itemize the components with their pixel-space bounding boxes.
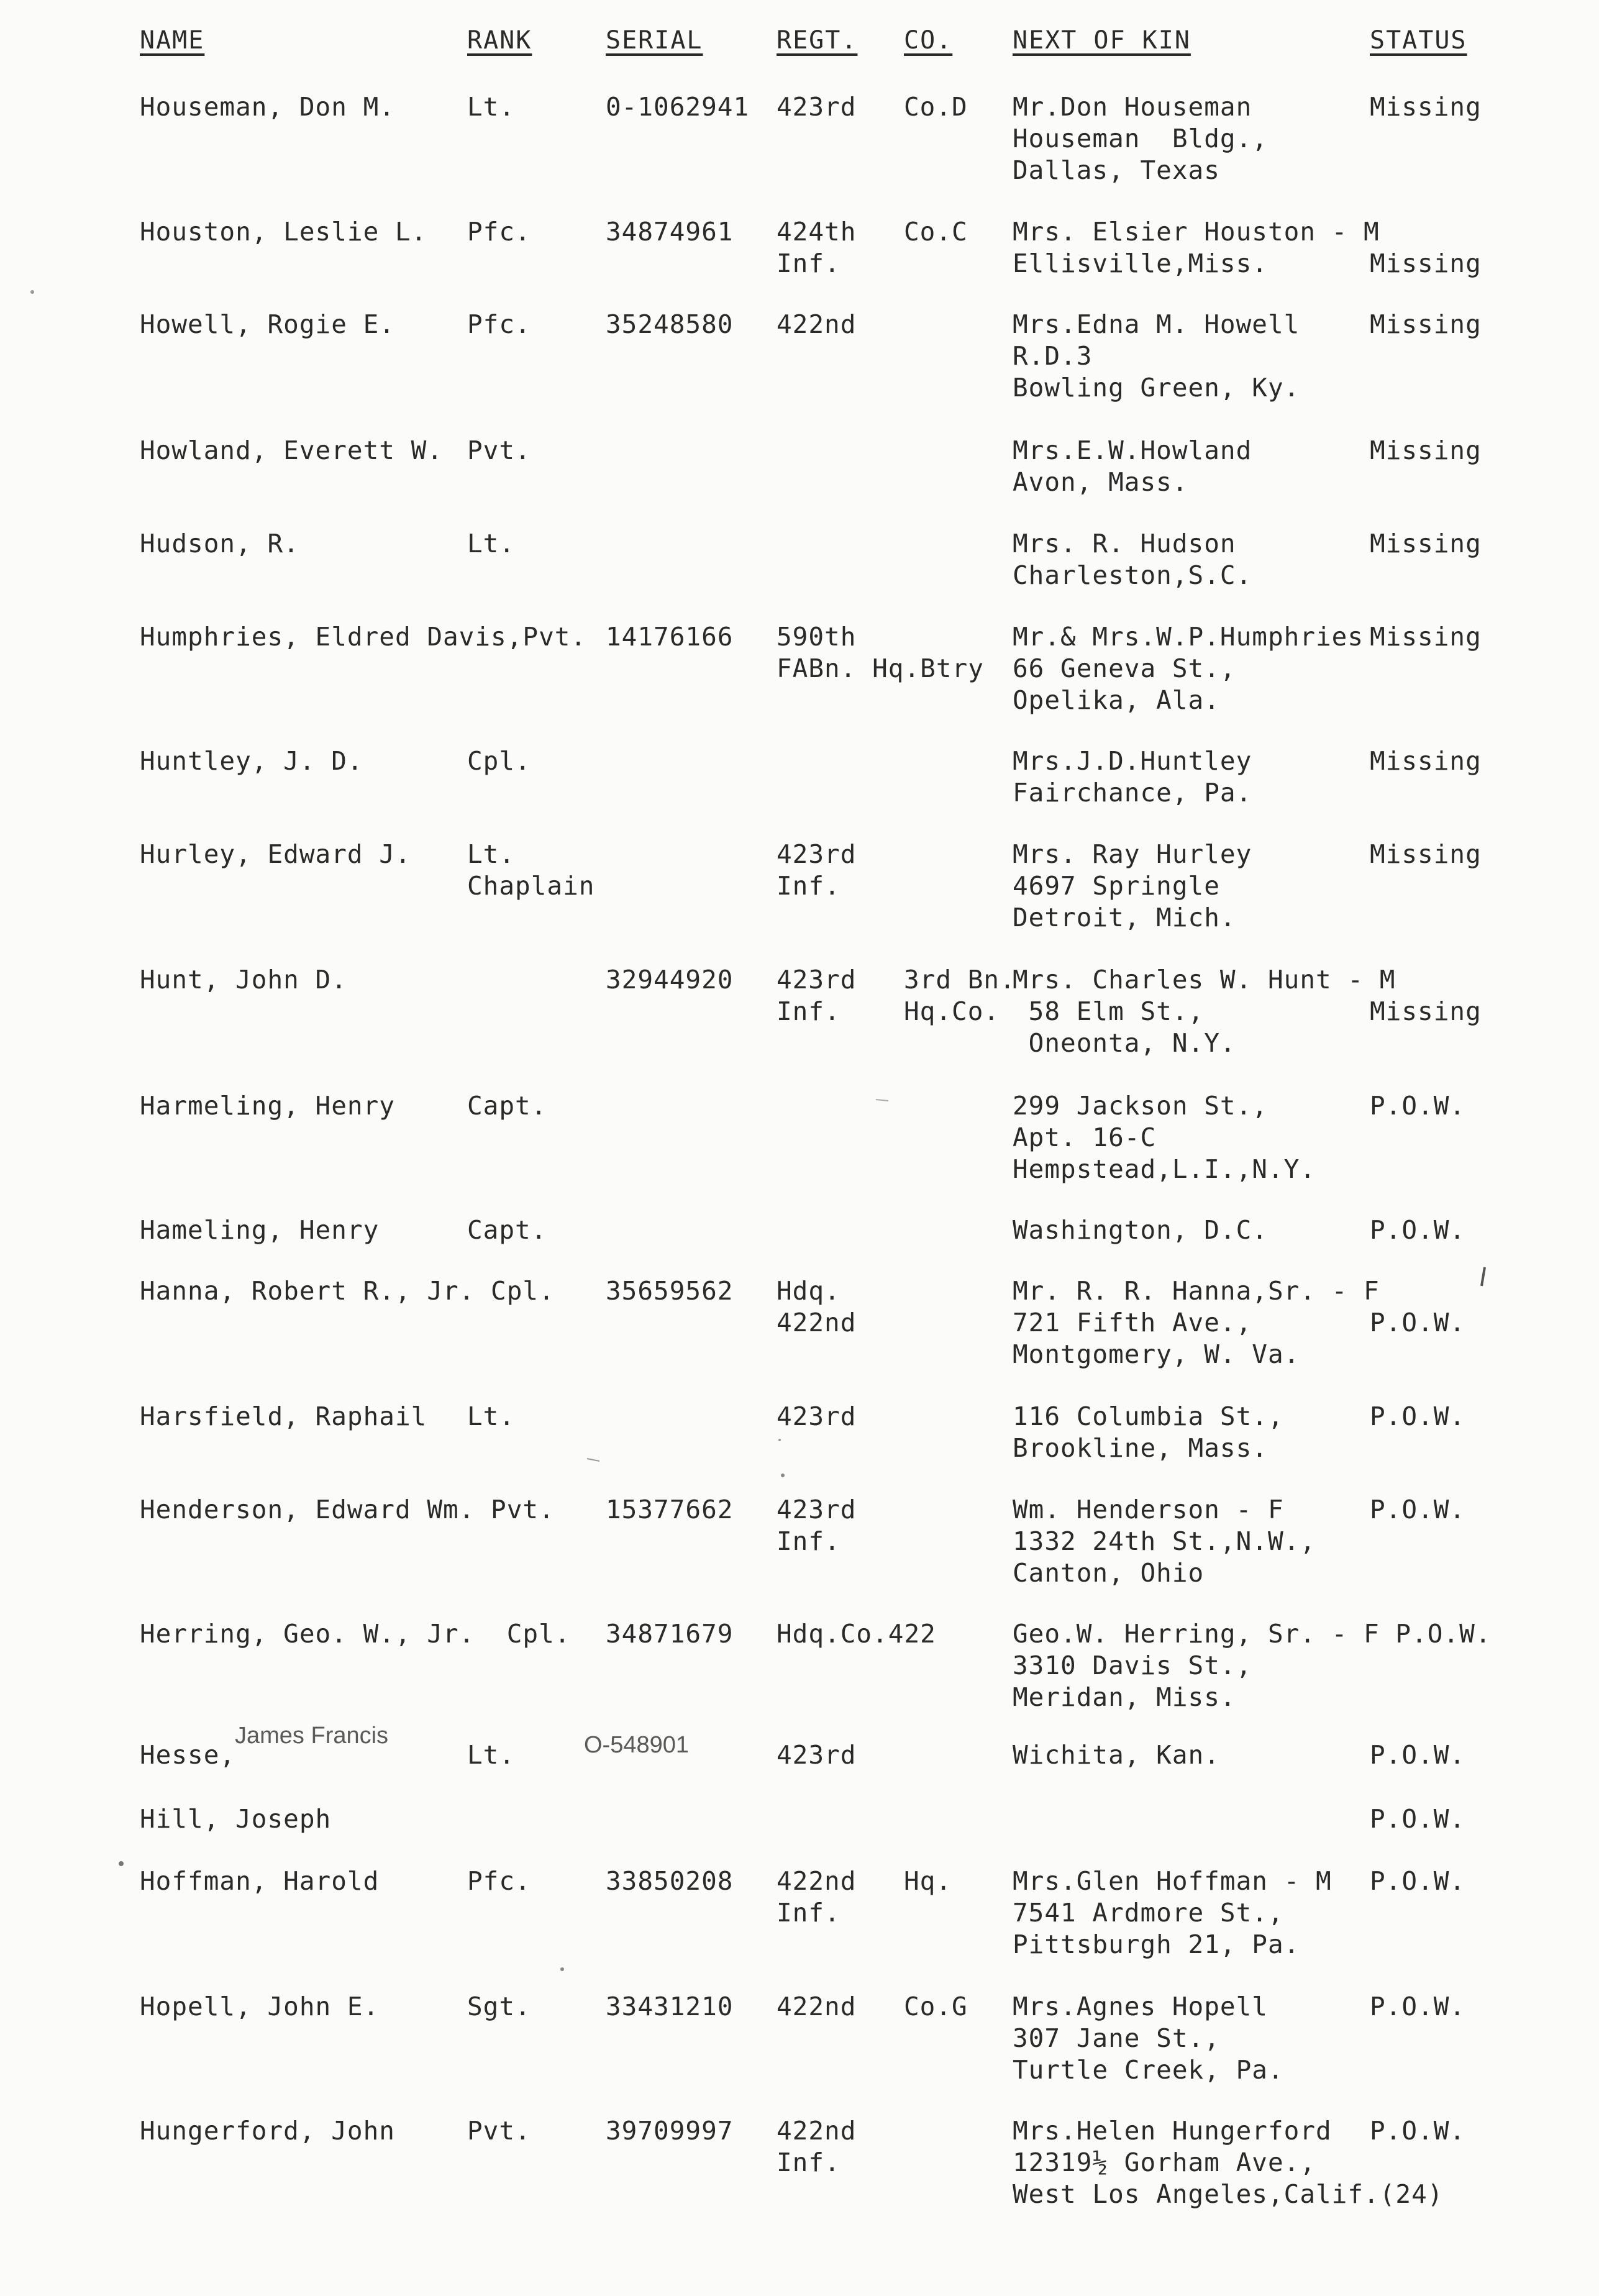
record-regt: 422nd (777, 309, 857, 339)
record-status: Missing (1370, 622, 1482, 652)
record-regt: Hdq. 422nd (777, 1276, 857, 1337)
record-co: Hq. (904, 1866, 952, 1896)
record-next-of-kin: Mrs.Agnes Hopell 307 Jane St., Turtle Creek, Pa. (1013, 1992, 1284, 2085)
record-next-of-kin: Mrs.Edna M. Howell R.D.3 Bowling Green, Ky. (1013, 309, 1300, 403)
record-status: Missing (1370, 996, 1482, 1026)
record-serial: 32944920 (606, 965, 734, 995)
header-regt: REGT. (777, 26, 858, 55)
record-name: Hoffman, Harold (140, 1866, 380, 1896)
record-serial: 33850208 (606, 1866, 734, 1896)
record-regt: 422nd Inf. (777, 1866, 857, 1928)
record-rank: Capt. (467, 1091, 547, 1121)
record-status: P.O.W. (1370, 1401, 1466, 1431)
record-status: Missing (1370, 435, 1482, 465)
header-status: STATUS (1370, 26, 1467, 55)
record-serial: 15377662 (606, 1495, 734, 1524)
record-serial: 14176166 (606, 622, 734, 652)
header-name: NAME (140, 26, 205, 55)
record-status: P.O.W. (1370, 1740, 1466, 1770)
record-regt: Hdq.Co.422 (777, 1619, 936, 1649)
record-row (0, 2115, 1599, 2264)
handwritten-given-names: James Francis (235, 1723, 389, 1749)
record-status: Missing (1370, 248, 1482, 278)
record-next-of-kin: Geo.W. Herring, Sr. - F P.O.W. 3310 Davis St., Meridan, Miss. (1013, 1619, 1492, 1712)
record-regt: 422nd Inf. (777, 2116, 857, 2177)
record-rank: Sgt. (467, 1992, 531, 2021)
record-name: Hopell, John E. (140, 1992, 380, 2021)
record-name: Hameling, Henry (140, 1215, 380, 1245)
record-next-of-kin: Mrs.E.W.Howland Avon, Mass. (1013, 435, 1252, 497)
header-rank: RANK (467, 26, 532, 55)
record-name: Houseman, Don M. (140, 92, 395, 122)
header-serial: SERIAL (606, 26, 703, 55)
record-name: Hill, Joseph (140, 1804, 332, 1834)
record-name: Hunt, John D. (140, 965, 347, 995)
record-rank: Pvt. (467, 435, 531, 465)
record-next-of-kin: Mr. R. R. Hanna,Sr. - F 721 Fifth Ave., Montgomery, W. Va. (1013, 1276, 1380, 1369)
record-next-of-kin: Mrs. R. Hudson Charleston,S.C. (1013, 529, 1252, 590)
record-name: Hesse, (140, 1740, 236, 1770)
record-co: Co.D (904, 92, 968, 122)
record-name: Huntley, J. D. (140, 746, 363, 776)
record-next-of-kin: Mrs. Elsier Houston - M Ellisville,Miss. (1013, 217, 1380, 278)
record-name: Harmeling, Henry (140, 1091, 395, 1121)
record-next-of-kin: Mrs.Glen Hoffman - M 7541 Ardmore St., Pittsburgh 21, Pa. (1013, 1866, 1332, 1959)
record-serial: 35248580 (606, 309, 734, 339)
record-next-of-kin: Mrs.J.D.Huntley Fairchance, Pa. (1013, 746, 1252, 808)
record-status: P.O.W. (1370, 1091, 1466, 1121)
record-regt: 423rd Inf. (777, 839, 857, 901)
record-rank: Lt. (467, 1401, 516, 1431)
record-name: Hanna, Robert R., Jr. Cpl. (140, 1276, 555, 1306)
record-status: P.O.W. (1370, 1495, 1466, 1524)
record-status: P.O.W. (1370, 1308, 1466, 1337)
record-rank: Pfc. (467, 309, 531, 339)
record-status: P.O.W. (1370, 1866, 1466, 1896)
record-name: Hudson, R. (140, 529, 299, 558)
record-status: Missing (1370, 746, 1482, 776)
record-name: Herring, Geo. W., Jr. Cpl. (140, 1619, 571, 1649)
record-co: Co.G (904, 1992, 968, 2021)
record-co: 3rd Bn. Hq.Co. (904, 965, 1016, 1026)
record-regt: 423rd Inf. (777, 1495, 857, 1556)
record-next-of-kin: Washington, D.C. (1013, 1215, 1268, 1245)
record-status: Missing (1370, 529, 1482, 558)
record-name: Houston, Leslie L. (140, 217, 427, 247)
record-status: Missing (1370, 92, 1482, 122)
record-next-of-kin: 116 Columbia St., Brookline, Mass. (1013, 1401, 1284, 1463)
record-next-of-kin: Wm. Henderson - F 1332 24th St.,N.W., Canton, Ohio (1013, 1495, 1316, 1588)
header-next-of-kin: NEXT OF KIN (1013, 26, 1191, 55)
record-name: Henderson, Edward Wm. Pvt. (140, 1495, 555, 1524)
record-co: Co.C (904, 217, 968, 247)
record-next-of-kin: Mr.& Mrs.W.P.Humphries 66 Geneva St., Opelika, Ala. (1013, 622, 1364, 715)
record-status: P.O.W. (1370, 1992, 1466, 2021)
record-next-of-kin: Wichita, Kan. (1013, 1740, 1220, 1770)
record-regt: 424th Inf. (777, 217, 857, 278)
record-rank: Pfc. (467, 217, 531, 247)
record-regt: 423rd (777, 1401, 857, 1431)
record-serial: 33431210 (606, 1992, 734, 2021)
record-next-of-kin: Mrs.Helen Hungerford 12319½ Gorham Ave., West Los Angeles,Calif.(24) (1013, 2116, 1444, 2209)
record-rank: Lt. (467, 529, 516, 558)
record-next-of-kin: Mrs. Ray Hurley 4697 Springle Detroit, Mich. (1013, 839, 1252, 932)
record-rank: Lt. (467, 92, 516, 122)
record-serial: 34874961 (606, 217, 734, 247)
record-regt: 422nd (777, 1992, 857, 2021)
handwritten-serial: O-548901 (584, 1732, 690, 1758)
record-regt: 590th FABn. Hq.Btry (777, 622, 984, 683)
record-rank: Cpl. (467, 746, 531, 776)
record-rank: Pvt. (467, 2116, 531, 2146)
record-name: Howland, Everett W. (140, 435, 443, 465)
record-regt: 423rd (777, 92, 857, 122)
record-regt: 423rd Inf. (777, 965, 857, 1026)
record-next-of-kin: Mr.Don Houseman Houseman Bldg., Dallas, Texas (1013, 92, 1268, 185)
record-rank: Pfc. (467, 1866, 531, 1896)
record-serial: 34871679 (606, 1619, 734, 1649)
record-serial: 0-1062941 (606, 92, 750, 122)
record-name: Hungerford, John (140, 2116, 395, 2146)
record-name: Hurley, Edward J. (140, 839, 411, 869)
record-next-of-kin: Mrs. Charles W. Hunt - M 58 Elm St., Oneonta, N.Y. (1013, 965, 1396, 1058)
record-name: Howell, Rogie E. (140, 309, 395, 339)
record-name: Humphries, Eldred Davis,Pvt. (140, 622, 587, 652)
record-status: Missing (1370, 309, 1482, 339)
record-rank: Lt. (467, 1740, 516, 1770)
header-co: CO. (904, 26, 953, 55)
record-rank: Capt. (467, 1215, 547, 1245)
record-status: Missing (1370, 839, 1482, 869)
record-serial: 39709997 (606, 2116, 734, 2146)
record-name: Harsfield, Raphail (140, 1401, 427, 1431)
record-status: P.O.W. (1370, 1215, 1466, 1245)
record-status: P.O.W. (1370, 1804, 1466, 1834)
record-rank: Lt. Chaplain (467, 839, 595, 901)
record-serial: 35659562 (606, 1276, 734, 1306)
record-next-of-kin: 299 Jackson St., Apt. 16-C Hempstead,L.I.,N.Y. (1013, 1091, 1316, 1184)
record-status: P.O.W. (1370, 2116, 1466, 2146)
record-regt: 423rd (777, 1740, 857, 1770)
